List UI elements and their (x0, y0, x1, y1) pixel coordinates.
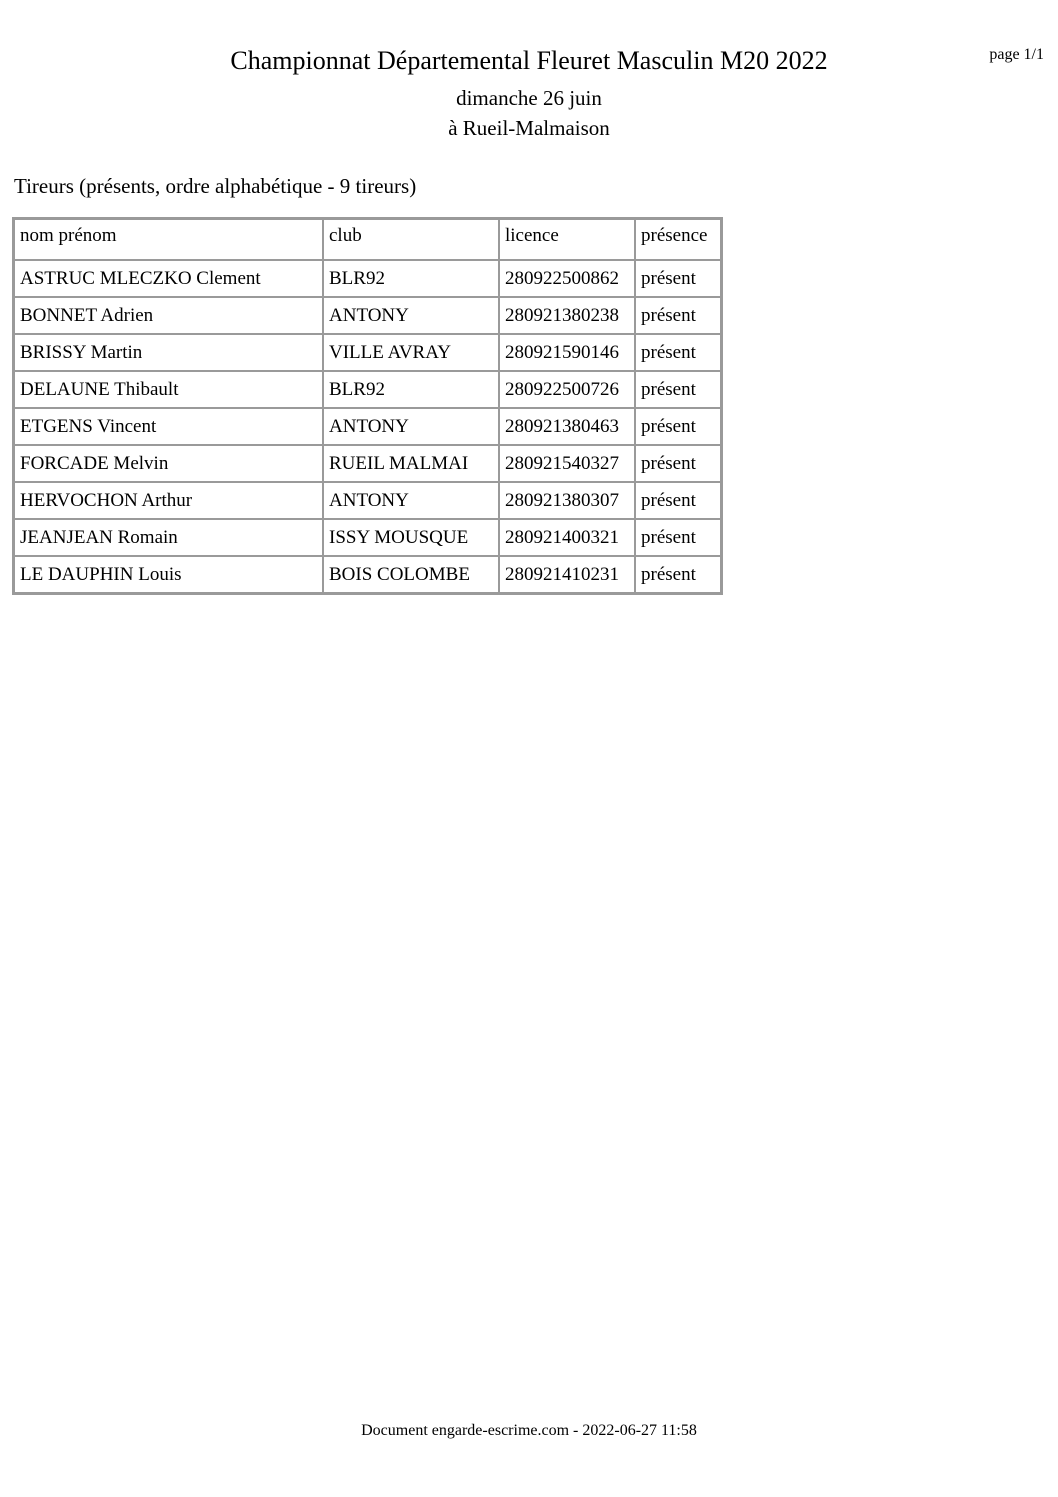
column-header-name: nom prénom (14, 219, 323, 260)
cell-presence: présent (635, 519, 721, 556)
table-row (14, 445, 721, 482)
cell-name: BRISSY Martin (14, 334, 323, 371)
table-header-row (14, 219, 721, 260)
cell-licence: 280921380238 (499, 297, 635, 334)
fencers-table (12, 217, 723, 595)
cell-club: ANTONY (323, 482, 499, 519)
column-header-club: club (323, 219, 499, 260)
cell-presence: présent (635, 445, 721, 482)
section-heading: Tireurs (présents, ordre alphabétique - 9 tireurs) (14, 174, 417, 198)
cell-presence: présent (635, 260, 721, 297)
cell-name: BONNET Adrien (14, 297, 323, 334)
cell-presence: présent (635, 334, 721, 371)
cell-presence: présent (635, 297, 721, 334)
cell-club: VILLE AVRAY (323, 334, 499, 371)
cell-name: FORCADE Melvin (14, 445, 323, 482)
cell-licence: 280921380463 (499, 408, 635, 445)
table-row (14, 482, 721, 519)
cell-name: ASTRUC MLECZKO Clement (14, 260, 323, 297)
cell-club: ISSY MOUSQUE (323, 519, 499, 556)
table-row (14, 260, 721, 297)
cell-club: ANTONY (323, 408, 499, 445)
table-row (14, 334, 721, 371)
cell-name: DELAUNE Thibault (14, 371, 323, 408)
cell-licence: 280922500726 (499, 371, 635, 408)
cell-name: LE DAUPHIN Louis (14, 556, 323, 593)
cell-presence: présent (635, 408, 721, 445)
cell-name: ETGENS Vincent (14, 408, 323, 445)
cell-licence: 280921540327 (499, 445, 635, 482)
event-date: dimanche 26 juin (456, 86, 602, 110)
table-row (14, 297, 721, 334)
cell-licence: 280921410231 (499, 556, 635, 593)
document-footer: Document engarde-escrime.com - 2022-06-27 11:58 (361, 1422, 697, 1439)
cell-presence: présent (635, 482, 721, 519)
cell-name: HERVOCHON Arthur (14, 482, 323, 519)
table-row (14, 408, 721, 445)
page-number: page 1/1 (989, 46, 1044, 63)
table-row (14, 519, 721, 556)
column-header-presence: présence (635, 219, 721, 260)
page-title: Championnat Départemental Fleuret Masculin M20 2022 (230, 46, 828, 75)
cell-licence: 280921380307 (499, 482, 635, 519)
cell-club: ANTONY (323, 297, 499, 334)
event-location: à Rueil-Malmaison (448, 116, 610, 140)
cell-club: RUEIL MALMAI (323, 445, 499, 482)
cell-presence: présent (635, 556, 721, 593)
cell-club: BLR92 (323, 371, 499, 408)
table-row (14, 556, 721, 593)
cell-licence: 280921590146 (499, 334, 635, 371)
cell-licence: 280922500862 (499, 260, 635, 297)
cell-presence: présent (635, 371, 721, 408)
table-row (14, 371, 721, 408)
cell-licence: 280921400321 (499, 519, 635, 556)
cell-club: BLR92 (323, 260, 499, 297)
cell-name: JEANJEAN Romain (14, 519, 323, 556)
column-header-licence: licence (499, 219, 635, 260)
cell-club: BOIS COLOMBE (323, 556, 499, 593)
